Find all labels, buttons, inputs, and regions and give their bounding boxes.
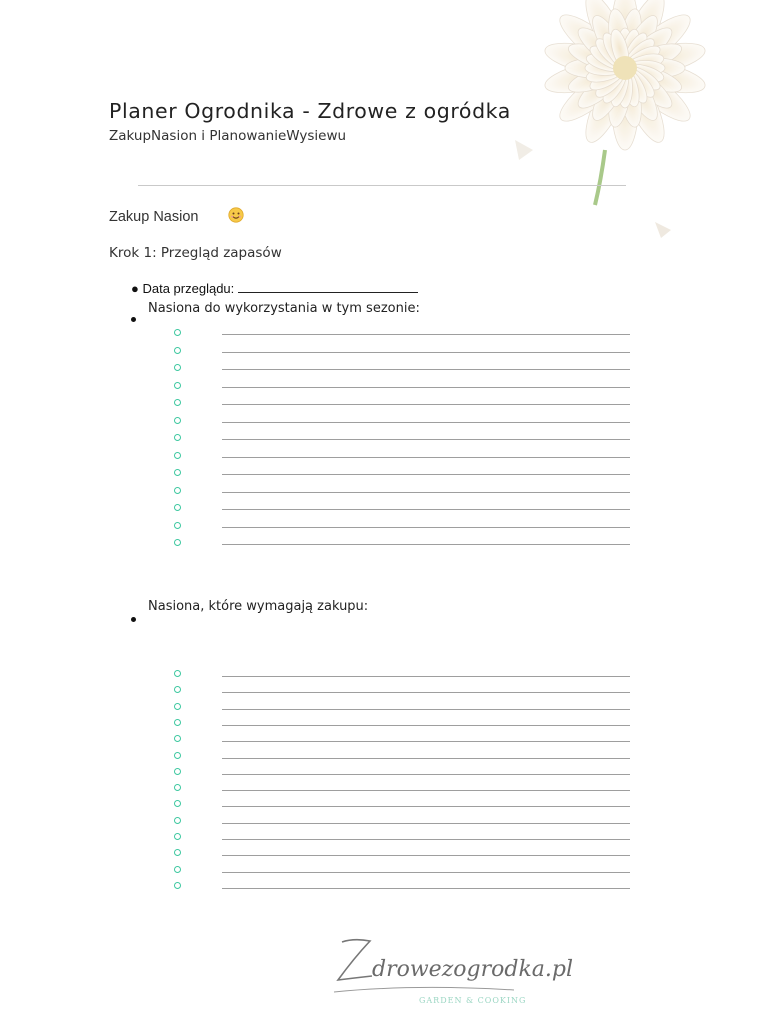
list-item-circle <box>174 800 181 807</box>
dahlia-flower-image <box>505 0 715 245</box>
writing-line[interactable] <box>222 439 630 440</box>
list-item-circle <box>174 539 181 546</box>
list-item-circle <box>174 768 181 775</box>
writing-line[interactable] <box>222 387 630 388</box>
writing-line[interactable] <box>222 544 630 545</box>
list-item-circle <box>174 399 181 406</box>
list-item-circle <box>174 719 181 726</box>
writing-line[interactable] <box>222 839 630 840</box>
writing-line[interactable] <box>222 509 630 510</box>
page-subtitle: ZakupNasion i PlanowanieWysiewu <box>109 128 347 144</box>
list-item-circle <box>174 329 181 336</box>
writing-line[interactable] <box>222 369 630 370</box>
list-item-circle <box>174 703 181 710</box>
writing-line[interactable] <box>222 457 630 458</box>
list-item-circle <box>174 504 181 511</box>
writing-line[interactable] <box>222 806 630 807</box>
writing-line[interactable] <box>222 790 630 791</box>
writing-line[interactable] <box>222 758 630 759</box>
list-item-circle <box>174 417 181 424</box>
svg-text:GARDEN & COOKING: GARDEN & COOKING <box>419 996 527 1005</box>
list-item-circle <box>174 752 181 759</box>
bullet: ● <box>131 281 139 296</box>
list-item-circle <box>174 784 181 791</box>
list-item-circle <box>174 833 181 840</box>
writing-line[interactable] <box>222 422 630 423</box>
list-item-circle <box>174 686 181 693</box>
list-heading-seeds-to-buy: Nasiona, które wymagają zakupu: <box>148 599 369 614</box>
list-item-circle <box>174 882 181 889</box>
list-item-circle <box>174 364 181 371</box>
writing-line[interactable] <box>222 741 630 742</box>
writing-line[interactable] <box>222 872 630 873</box>
writing-line[interactable] <box>222 404 630 405</box>
list-item-circle <box>174 866 181 873</box>
list-item-circle <box>174 469 181 476</box>
writing-line[interactable] <box>222 774 630 775</box>
writing-line[interactable] <box>222 492 630 493</box>
list-item-circle <box>174 452 181 459</box>
list-item-circle <box>174 434 181 441</box>
writing-line[interactable] <box>222 474 630 475</box>
list-item-circle <box>174 382 181 389</box>
writing-line[interactable] <box>222 352 630 353</box>
writing-line[interactable] <box>222 855 630 856</box>
section-heading: Zakup Nasion <box>109 209 199 225</box>
writing-line[interactable] <box>222 676 630 677</box>
writing-line[interactable] <box>222 725 630 726</box>
list-item-circle <box>174 735 181 742</box>
review-date-row <box>131 281 418 296</box>
list-heading-seeds-to-use: Nasiona do wykorzystania w tym sezonie: <box>148 301 420 316</box>
writing-line[interactable] <box>222 692 630 693</box>
list-item-circle <box>174 670 181 677</box>
header-divider <box>138 185 626 186</box>
writing-line[interactable] <box>222 527 630 528</box>
svg-text:drowezogrodka.pl: drowezogrodka.pl <box>372 957 574 982</box>
bullet <box>131 317 136 322</box>
list-item-circle <box>174 487 181 494</box>
writing-line[interactable] <box>222 888 630 889</box>
list-item-circle <box>174 347 181 354</box>
writing-line[interactable] <box>222 709 630 710</box>
list-item-circle <box>174 522 181 529</box>
page-title: Planer Ogrodnika - Zdrowe z ogródka <box>109 99 511 123</box>
list-item-circle <box>174 817 181 824</box>
writing-line[interactable] <box>222 334 630 335</box>
step-label: Krok 1: Przegląd zapasów <box>109 245 282 261</box>
smiling-face-icon <box>228 207 244 223</box>
review-date-field[interactable] <box>238 281 418 293</box>
review-date-label: Data przeglądu: <box>142 281 235 296</box>
bullet <box>131 617 136 622</box>
list-item-circle <box>174 849 181 856</box>
zdrowezogrodka-logo <box>314 932 574 1012</box>
writing-line[interactable] <box>222 823 630 824</box>
